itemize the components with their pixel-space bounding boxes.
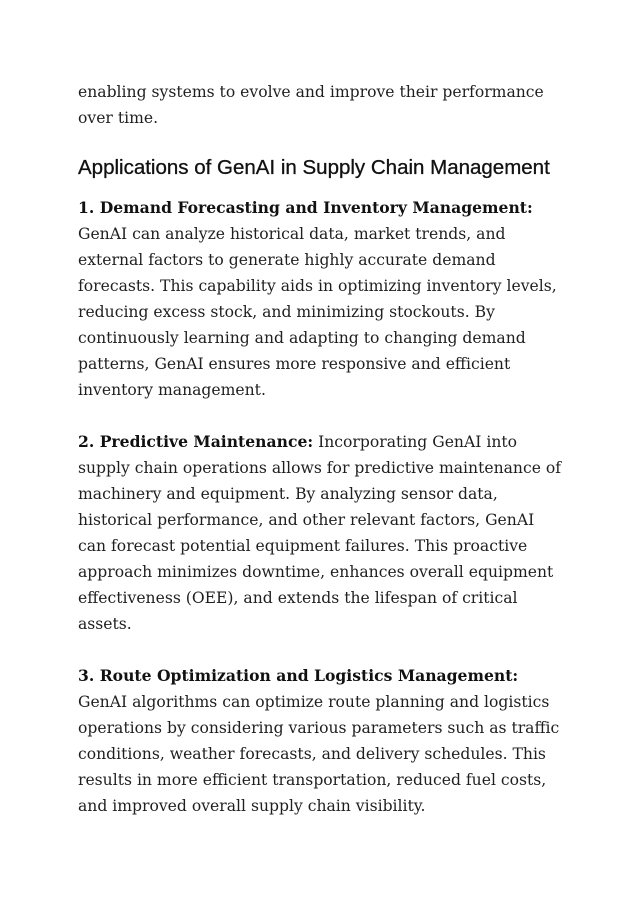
section-heading: Applications of GenAI in Supply Chain Management [78,156,550,179]
item-title: 3. Route Optimization and Logistics Management: [78,666,519,685]
item-body: GenAI algorithms can optimize route planning and logistics operations by considering various parameters such as traffic conditions, weather forecasts, and delivery schedules. This results in more efficient transportation, reduced fuel costs, and improved overall supply chain visibility. [78,693,560,815]
list-item-predictive-maintenance [78,429,564,637]
item-body: GenAI can analyze historical data, market trends, and external factors to generate highly accurate demand forecasts. This capability aids in optimizing inventory levels, reducing excess stock, and minimizing stockouts. By continuously learning and adapting to changing demand patterns, GenAI ensures more responsive and efficient inventory management. [78,225,557,399]
item-body: Incorporating GenAI into supply chain operations allows for predictive maintenance of machinery and equipment. By analyzing sensor data, historical performance, and other relevant factors, GenAI can forecast potential equipment failures. This proactive approach minimizes downtime, enhances overall equipment effectiveness (OEE), and extends the lifespan of critical assets. [78,433,562,633]
document-page [78,79,564,845]
list-item-demand-forecasting [78,195,564,403]
intro-paragraph: enabling systems to evolve and improve their performance over time. [78,83,544,127]
item-title: 1. Demand Forecasting and Inventory Management: [78,198,533,217]
item-title: 2. Predictive Maintenance: [78,432,314,451]
list-item-route-optimization [78,663,564,819]
